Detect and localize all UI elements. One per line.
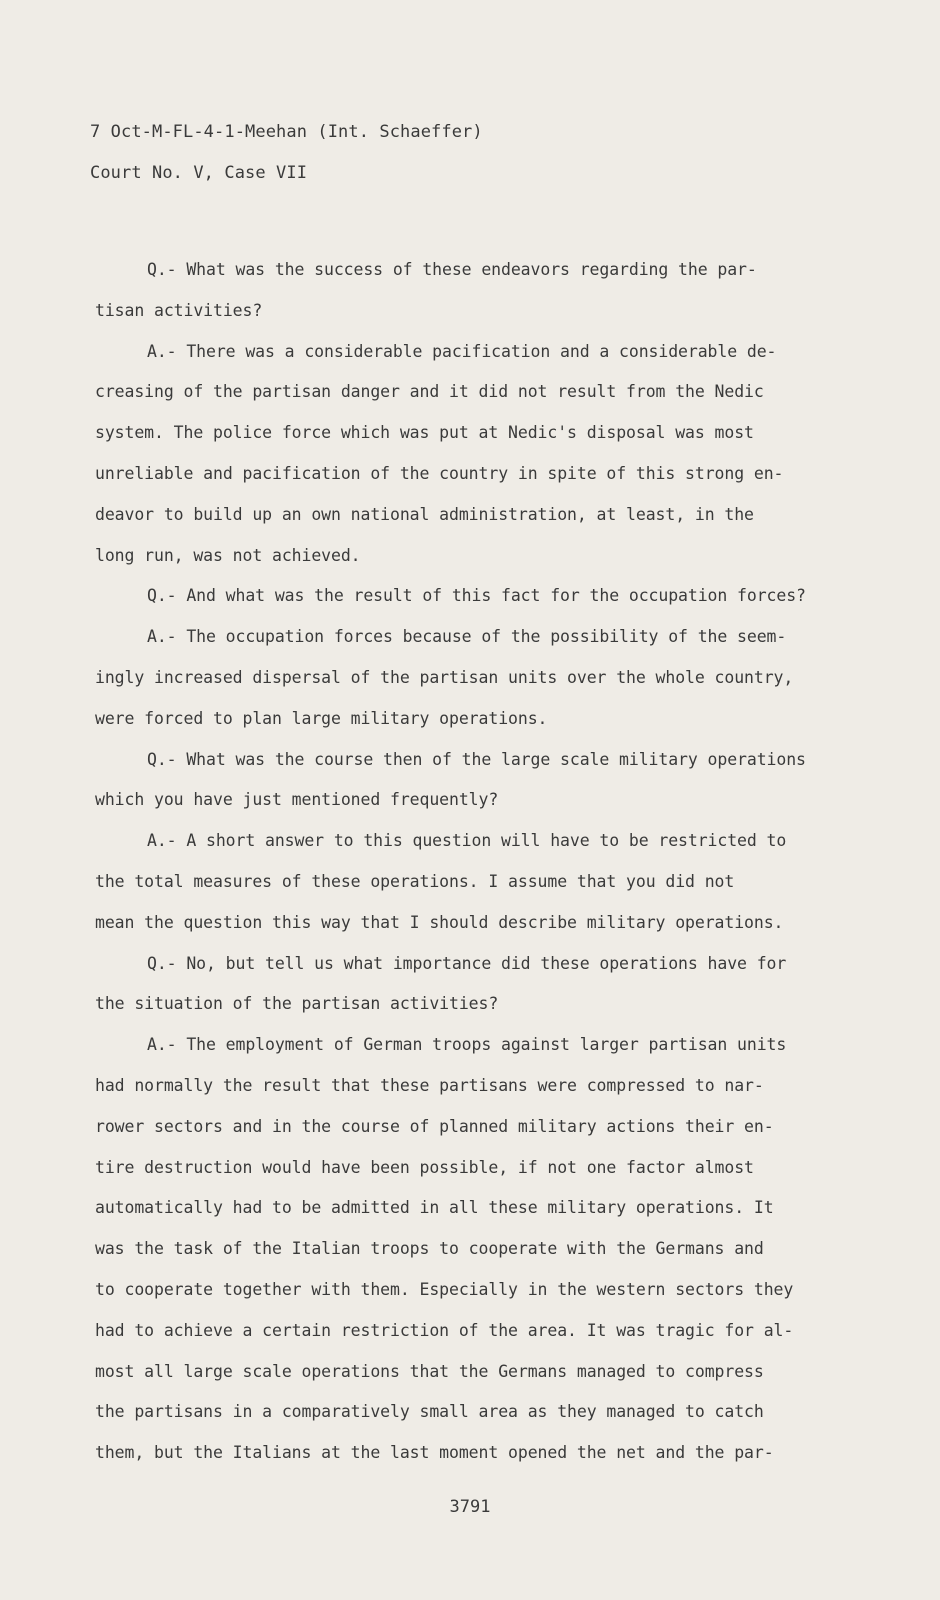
transcript-line: creasing of the partisan danger and it did not result from the Nedic: [95, 382, 764, 402]
transcript-line: them, but the Italians at the last moment opened the net and the par-: [95, 1443, 774, 1463]
header-reference: 7 Oct-M-FL-4-1-Meehan (Int. Schaeffer): [90, 122, 483, 142]
transcript-line: had normally the result that these partisans were compressed to nar-: [95, 1075, 764, 1095]
transcript-line: the total measures of these operations. I assume that you did not: [95, 871, 735, 891]
transcript-line: was the task of the Italian troops to cooperate with the Germans and: [95, 1239, 764, 1259]
transcript-line: Q.- What was the course then of the large scale military operations: [147, 749, 806, 769]
page-number: 3791: [449, 1497, 491, 1517]
transcript-line: had to achieve a certain restriction of the area. It was tragic for al-: [95, 1320, 794, 1340]
transcript-line: Q.- No, but tell us what importance did these operations have for: [147, 953, 787, 973]
transcript-line: most all large scale operations that the Germans managed to compress: [95, 1361, 764, 1381]
transcript-line: A.- There was a considerable pacification and a considerable de-: [147, 341, 777, 361]
transcript-line: Q.- And what was the result of this fact for the occupation forces?: [147, 586, 806, 606]
transcript-line: tire destruction would have been possible, if not one factor almost: [95, 1157, 754, 1177]
transcript-line: A.- The employment of German troops against larger partisan units: [147, 1035, 787, 1055]
transcript-line: system. The police force which was put at Nedic's disposal was most: [95, 423, 754, 443]
transcript-body: [95, 250, 806, 1474]
transcript-line: long run, was not achieved.: [95, 545, 361, 565]
transcript-line: ingly increased dispersal of the partisan units over the whole country,: [95, 667, 794, 687]
transcript-line: A.- The occupation forces because of the possibility of the seem-: [147, 627, 787, 647]
transcript-line: to cooperate together with them. Especially in the western sectors they: [95, 1279, 794, 1299]
transcript-line: mean the question this way that I should describe military operations.: [95, 912, 784, 932]
transcript-line: were forced to plan large military operations.: [95, 708, 548, 728]
transcript-line: which you have just mentioned frequently?: [95, 790, 499, 810]
transcript-line: the situation of the partisan activities?: [95, 994, 499, 1014]
transcript-line: A.- A short answer to this question will have to be restricted to: [147, 831, 787, 851]
header-court-case: Court No. V, Case VII: [90, 163, 308, 183]
document-header: [90, 112, 483, 194]
transcript-line: tisan activities?: [95, 300, 263, 320]
transcript-line: the partisans in a comparatively small area as they managed to catch: [95, 1402, 764, 1422]
transcript-line: rower sectors and in the course of planned military actions their en-: [95, 1116, 774, 1136]
transcript-line: Q.- What was the success of these endeavors regarding the par-: [147, 260, 757, 279]
transcript-line: deavor to build up an own national administration, at least, in the: [95, 504, 754, 524]
transcript-line: automatically had to be admitted in all these military operations. It: [95, 1198, 774, 1218]
transcript-line: unreliable and pacification of the country in spite of this strong en-: [95, 463, 784, 483]
